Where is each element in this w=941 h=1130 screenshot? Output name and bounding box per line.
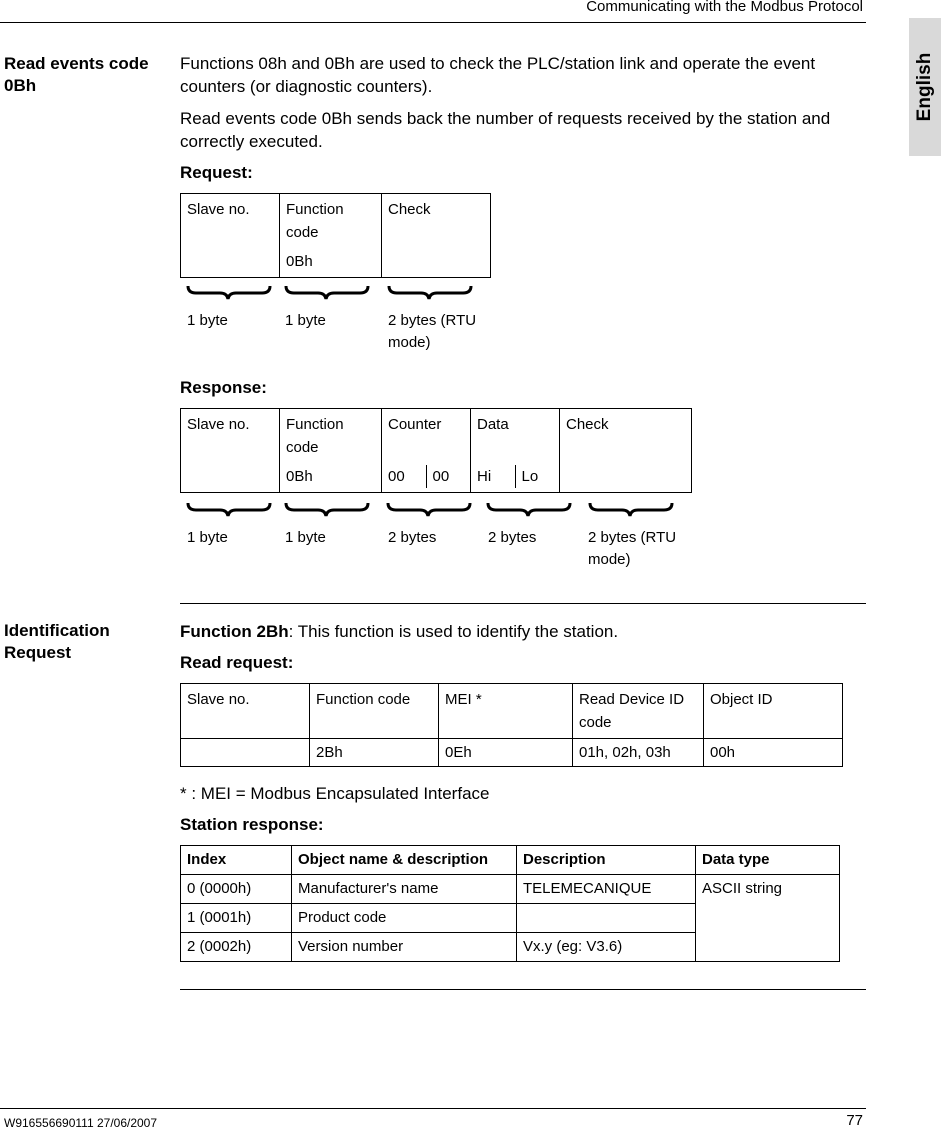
- read-request-value-cell: 0Eh: [439, 739, 573, 767]
- index-cell: 2 (0002h): [181, 933, 292, 962]
- language-tab-label: English: [914, 52, 935, 122]
- object-name-cell: Manufacturer's name: [292, 875, 517, 904]
- response-check-cell: Check: [560, 409, 692, 493]
- section-heading-read-events: Read events code 0Bh: [4, 54, 149, 95]
- page-header-title: Communicating with the Modbus Protocol: [586, 0, 863, 15]
- response-brace-label: 1 byte: [285, 529, 326, 546]
- index-cell: 0 (0000h): [181, 875, 292, 904]
- station-response-header-cell: Index: [181, 846, 292, 875]
- brace-icon: [388, 503, 470, 516]
- response-brace-label: 2 bytes: [488, 529, 537, 546]
- station-response-header-cell: Object name & description: [292, 846, 517, 875]
- object-name-cell: Version number: [292, 933, 517, 962]
- brace-icon: [188, 286, 270, 299]
- request-brace-label: 1 byte: [187, 312, 228, 329]
- request-brace-label: 2 bytes (RTU mode): [388, 312, 477, 351]
- read-request-label: Read request:: [180, 653, 294, 672]
- index-cell: 1 (0001h): [181, 904, 292, 933]
- response-brace-label: 2 bytes: [388, 529, 437, 546]
- table-row: [181, 875, 840, 904]
- response-data-cell: Data Hi Lo: [471, 409, 560, 493]
- description-cell: [517, 904, 696, 933]
- object-name-cell: Product code: [292, 904, 517, 933]
- read-request-header-cell: Function code: [310, 684, 439, 739]
- section1-paragraph-1: Functions 08h and 0Bh are used to check the PLC/station link and operate the event counters (or diagnostic counters).: [180, 54, 816, 96]
- section2-intro: Function 2Bh: This function is used to identify the station.: [180, 622, 619, 641]
- footer-doc-ref: W916556690111 27/06/2007: [4, 1116, 158, 1130]
- brace-icon: [286, 286, 368, 299]
- response-label: Response:: [180, 378, 267, 397]
- station-response-table: [180, 845, 840, 962]
- station-response-header-cell: Description: [517, 846, 696, 875]
- request-function-cell: Function code 0Bh: [280, 194, 382, 278]
- request-label: Request:: [180, 163, 253, 182]
- section-divider: [180, 603, 866, 604]
- description-cell: Vx.y (eg: V3.6): [517, 933, 696, 962]
- language-tab: [909, 18, 941, 156]
- read-request-header-cell: Object ID: [704, 684, 843, 739]
- data-type-cell: ASCII string: [696, 875, 840, 962]
- response-frame-table: [180, 408, 692, 493]
- read-request-header-cell: Read Device ID code: [573, 684, 704, 739]
- response-slave-cell: Slave no.: [181, 409, 280, 493]
- mei-footnote: * : MEI = Modbus Encapsulated Interface: [180, 784, 490, 803]
- request-slave-cell: Slave no.: [181, 194, 280, 278]
- response-byte-braces: [180, 499, 700, 519]
- request-frame-table: [180, 193, 491, 278]
- section1-paragraph-2: Read events code 0Bh sends back the number of requests received by the station and correctly executed.: [180, 109, 831, 151]
- station-response-label: Station response:: [180, 815, 324, 834]
- request-check-cell: Check: [382, 194, 491, 278]
- response-brace-label: 2 bytes (RTU mode): [588, 529, 677, 568]
- request-byte-braces: [180, 282, 500, 302]
- brace-icon: [590, 503, 672, 516]
- section-heading-identification: Identification Request: [4, 621, 110, 662]
- header-rule: [0, 22, 866, 23]
- response-function-cell: Function code 0Bh: [280, 409, 382, 493]
- response-counter-cell: Counter 00 00: [382, 409, 471, 493]
- description-cell: TELEMECANIQUE: [517, 875, 696, 904]
- station-response-header-cell: Data type: [696, 846, 840, 875]
- brace-icon: [188, 503, 270, 516]
- read-request-value-cell: [181, 739, 310, 767]
- read-request-value-cell: 01h, 02h, 03h: [573, 739, 704, 767]
- brace-icon: [389, 286, 471, 299]
- section-divider: [180, 989, 866, 990]
- read-request-value-cell: 2Bh: [310, 739, 439, 767]
- read-request-value-cell: 00h: [704, 739, 843, 767]
- brace-icon: [488, 503, 570, 516]
- response-brace-label: 1 byte: [187, 529, 228, 546]
- read-request-table: [180, 683, 843, 767]
- request-brace-label: 1 byte: [285, 312, 326, 329]
- brace-icon: [286, 503, 368, 516]
- read-request-header-cell: MEI *: [439, 684, 573, 739]
- footer-rule: [0, 1108, 866, 1109]
- read-request-header-cell: Slave no.: [181, 684, 310, 739]
- page-number: 77: [846, 1112, 863, 1129]
